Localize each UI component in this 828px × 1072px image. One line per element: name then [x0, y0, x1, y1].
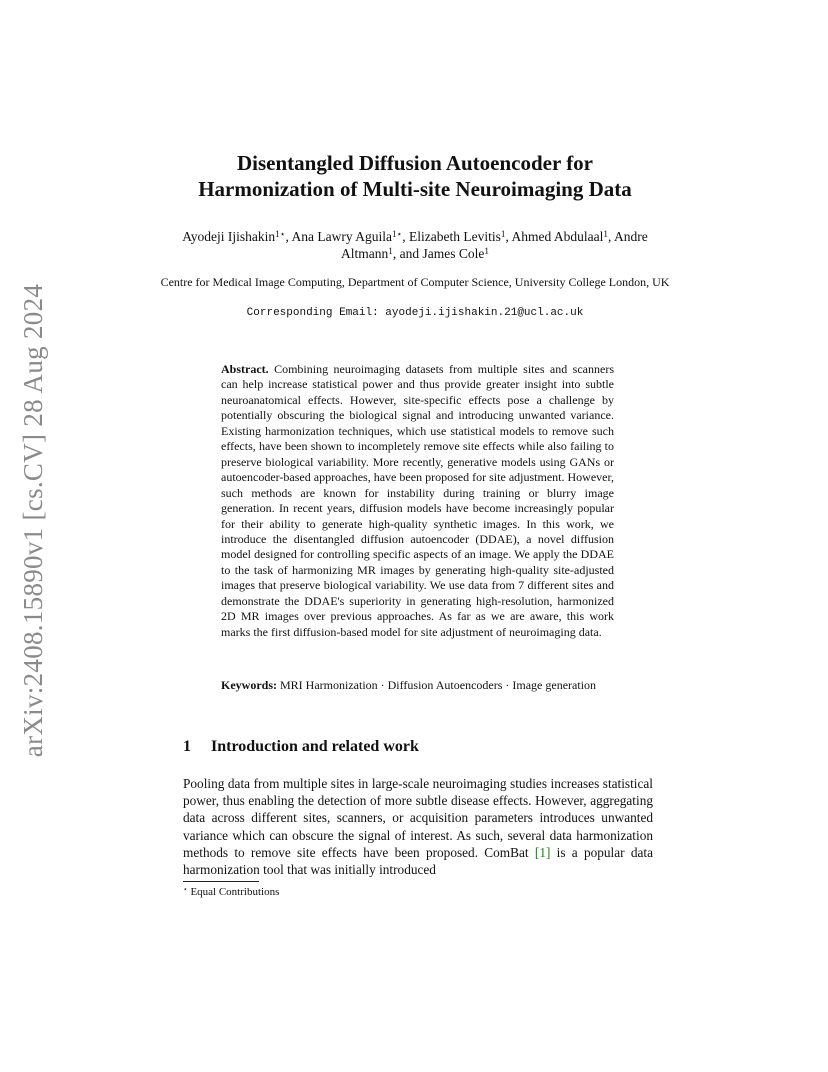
intro-text-after: is a popular data harmonization tool that was initially introduced: [183, 844, 653, 878]
keywords-text: MRI Harmonization · Diffusion Autoencoders · Image generation: [280, 678, 597, 692]
footnote-text: Equal Contributions: [190, 886, 280, 898]
affiliation: Centre for Medical Image Computing, Department of Computer Science, University College London, UK: [160, 275, 670, 289]
footnote: [183, 885, 653, 899]
intro-paragraph: [183, 775, 653, 878]
author-affiliation-mark: 1: [388, 245, 393, 256]
title-line-1: Disentangled Diffusion Autoencoder for: [236, 151, 594, 175]
paper-title: [150, 150, 680, 202]
section-number: 1: [183, 738, 191, 755]
corresponding-email[interactable]: Corresponding Email: ayodeji.ijishakin.21@ucl.ac.uk: [246, 307, 584, 319]
footnote-divider: [183, 881, 259, 882]
author-affiliation-mark: 1⋆: [391, 228, 403, 239]
author-name: Elizabeth Levitis: [409, 229, 501, 244]
keywords-label: Keywords:: [221, 678, 277, 692]
author-affiliation-mark: 1: [500, 228, 506, 239]
abstract: [221, 362, 614, 640]
abstract-label: Abstract.: [221, 362, 269, 376]
abstract-text: Combining neuroimaging datasets from multiple sites and scanners can help increase statistical power and thus provide greater insight into subtle neuroanatomical effects. However, site-specific effects pose a challenge by potentially obscuring the biological signal and introducing unwanted variance. Existing harmonization techniques, which use statistical models to remove such effects, have been shown to incompletely remove site effects while also failing to preserve biological variability. More recently, generative models using GANs or autoencoder-based approaches, have been proposed for site adjustment. However, such methods are known for instability during training or blurry image generation. In recent years, diffusion models have become increasingly popular for their ability to generate high-quality synthetic images. In this work, we introduce the disentangled diffusion autoencoder (DDAE), a novel diffusion model designed for controlling specific aspects of an image. We apply the DDAE to the task of harmonizing MR images by generating high-quality site-adjusted images that preserve biological variability. We use data from 7 different sites and demonstrate the DDAE's superiority in generating high-resolution, harmonized 2D MR images over previous approaches. As far as we are aware, this work marks the first diffusion-based model for site adjustment of neuroimaging data.: [221, 362, 614, 639]
author-name: Ayodeji Ijishakin: [182, 229, 276, 244]
author-affiliation-mark: 1⋆: [275, 228, 286, 239]
arxiv-identifier-text: arXiv:2408.15890v1 [cs.CV] 28 Aug 2024: [18, 283, 49, 757]
author-affiliation-mark: 1: [603, 228, 608, 239]
section-title: Introduction and related work: [211, 738, 419, 755]
intro-text-before: Pooling data from multiple sites in large-scale neuroimaging studies increases statistical power, thus enabling the detection of more subtle disease effects. However, aggregating data across different sites, scanners, or acquisition parameters introduces unwanted variance which can obscure the signal of interest. As such, several data harmonization methods to remove site effects have been proposed. ComBat: [183, 776, 653, 860]
author-affiliation-mark: 1: [484, 245, 489, 256]
section-heading: [183, 737, 653, 757]
author-name: Ahmed Abdulaal: [511, 229, 604, 244]
author-name: Ana Lawry Aguila: [291, 229, 392, 244]
author-name: James Cole: [422, 246, 485, 261]
arxiv-identifier-stamp[interactable]: [14, 280, 54, 760]
author-list: Ayodeji Ijishakin$^{1⋆}$, Ana Lawry Aguila$^{1⋆}$, Elizabeth Levitis$^1$, Ahmed Abdulaal$^1$, Andre Altmann$^1$, and James Cole$^1$: [182, 228, 648, 261]
footnote-mark: ⋆: [183, 884, 188, 894]
author-name: Andre Altmann: [341, 229, 648, 261]
keywords: [221, 677, 614, 693]
citation-link[interactable]: [1]: [534, 844, 551, 860]
title-line-2: Harmonization of Multi-site Neuroimaging Data: [198, 177, 632, 201]
